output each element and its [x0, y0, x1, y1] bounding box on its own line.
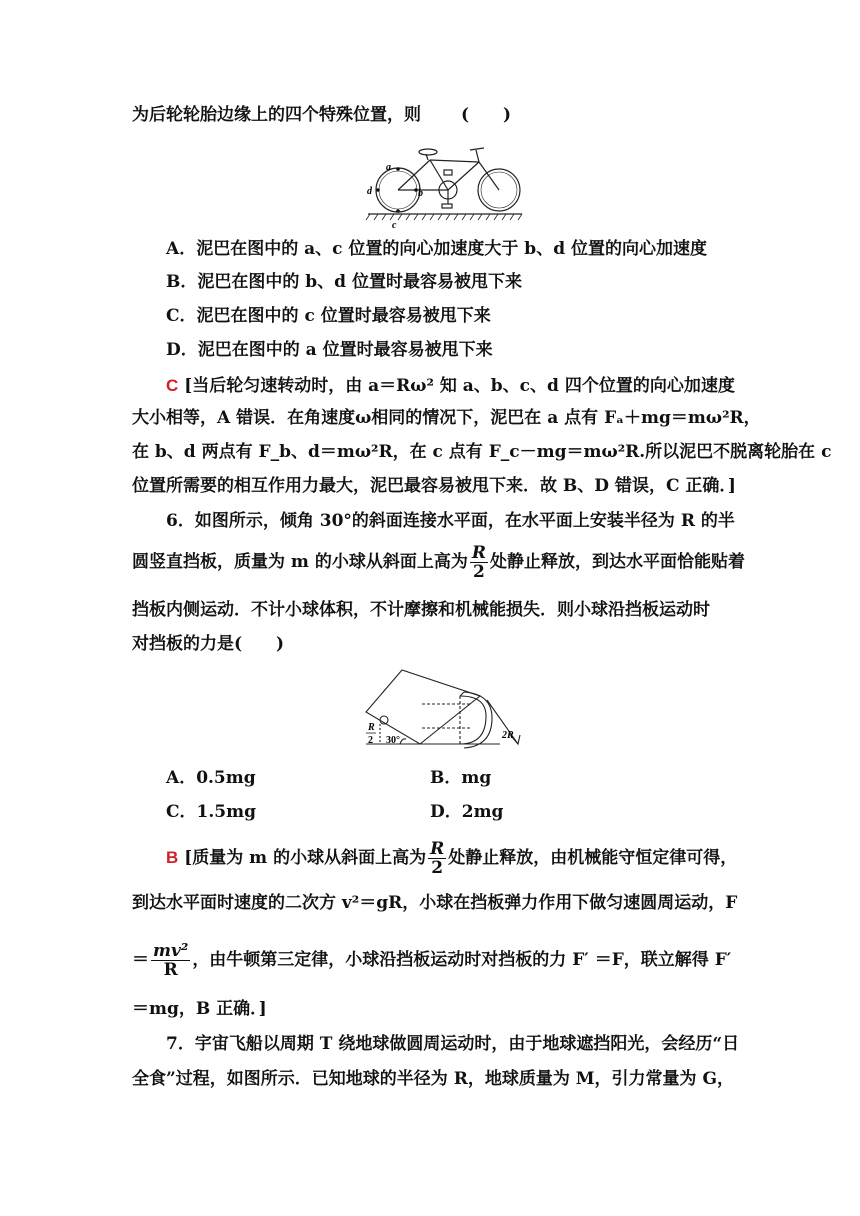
q5-explanation-line4: 位置所需要的相互作用力最大，泥巴最容易被甩下来．故 B、D 错误，C 正确．] — [132, 476, 736, 496]
q5-bracket: ( ) — [461, 105, 512, 125]
q6-option-c: C．1.5mg — [166, 802, 256, 822]
angle-label: 30° — [386, 735, 400, 746]
q6-stem-line4: 对挡板的力是( ) — [132, 634, 285, 654]
incline-figure — [360, 664, 530, 754]
label-b: b — [418, 188, 423, 199]
q6-stem-line1: 6．如图所示，倾角 30°的斜面连接水平面，在水平面上安装半径为 R 的半 — [166, 511, 735, 531]
q5-option-c: C．泥巴在图中的 c 位置时最容易被甩下来 — [166, 306, 491, 326]
q6-explanation-line2: 到达水平面时速度的二次方 v²＝gR，小球在挡板弹力作用下做匀速圆周运动，F — [132, 893, 738, 913]
q7-stem-line2: 全食”过程，如图所示．已知地球的半径为 R，地球质量为 M，引力常量为 G， — [132, 1069, 734, 1089]
q6-answer-letter: B — [166, 848, 179, 867]
q5-option-b: B．泥巴在图中的 b、d 位置时最容易被甩下来 — [166, 272, 522, 292]
q6-explanation-fraction: $\frac{R}{2}$ — [430, 839, 445, 878]
q5-answer-letter: C — [166, 376, 179, 395]
q6-explanation-fraction2: $\frac{\text{mv²}}{R}$ — [153, 941, 189, 980]
q5-explanation-line1: C [当后轮匀速转动时，由 a＝Rω² 知 a、b、c、d 四个位置的向心加速度 — [166, 376, 735, 396]
height-label-den: 2 — [368, 735, 373, 746]
q6-explanation-line1: B [质量为 m 的小球从斜面上高为 $\frac{R}{2}$ 处静止释放，由机械能守恒定律可得， — [166, 839, 738, 878]
label-a: a — [386, 162, 391, 173]
q5-option-d: D．泥巴在图中的 a 位置时最容易被甩下来 — [166, 340, 493, 360]
q5-explanation-line2: 大小相等，A 错误．在角速度ω相同的情况下，泥巴在 a 点有 Fₐ＋mg＝mω²R， — [132, 408, 761, 428]
q6-option-d: D．2mg — [430, 802, 504, 822]
q7-stem-line1: 7．宇宙飞船以周期 T 绕地球做圆周运动时，由于地球遮挡阳光，会经历“日 — [166, 1034, 740, 1054]
q6-fraction: $\frac{R}{2}$ — [471, 543, 486, 582]
q6-stem-line3: 挡板内侧运动．不计小球体积，不计摩擦和机械能损失．则小球沿挡板运动时 — [132, 600, 710, 620]
q6-option-a: A．0.5mg — [166, 768, 256, 788]
q6-explanation-line3: ＝ $\frac{\text{mv²}}{R}$ ，由牛顿第三定律，小球沿挡板运动时对挡板的力 F′ ＝F，联立解得 F′ — [132, 941, 732, 980]
q6-stem-line2: 圆竖直挡板，质量为 m 的小球从斜面上高为 $\frac{R}{2}$ 处静止释放，到达水平面恰能贴着 — [132, 543, 745, 582]
dimension-label: 2R — [502, 730, 514, 741]
q6-option-b: B．mg — [430, 768, 492, 788]
q6-explanation-line4: ＝mg，B 正确．] — [132, 999, 267, 1019]
q5-intro: 为后轮轮胎边缘上的四个特殊位置，则 ( ) — [132, 105, 512, 125]
q5-option-a: A．泥巴在图中的 a、c 位置的向心加速度大于 b、d 位置的向心加速度 — [166, 239, 708, 259]
q5-explanation-line3: 在 b、d 两点有 F_b、d＝mω²R，在 c 点有 F_c－mg＝mω²R.所以泥巴不脱离轮胎在 c — [132, 442, 832, 462]
height-label-num: R — [368, 722, 375, 733]
label-c: c — [392, 220, 397, 230]
label-d: d — [367, 186, 372, 197]
bicycle-figure — [364, 144, 524, 230]
